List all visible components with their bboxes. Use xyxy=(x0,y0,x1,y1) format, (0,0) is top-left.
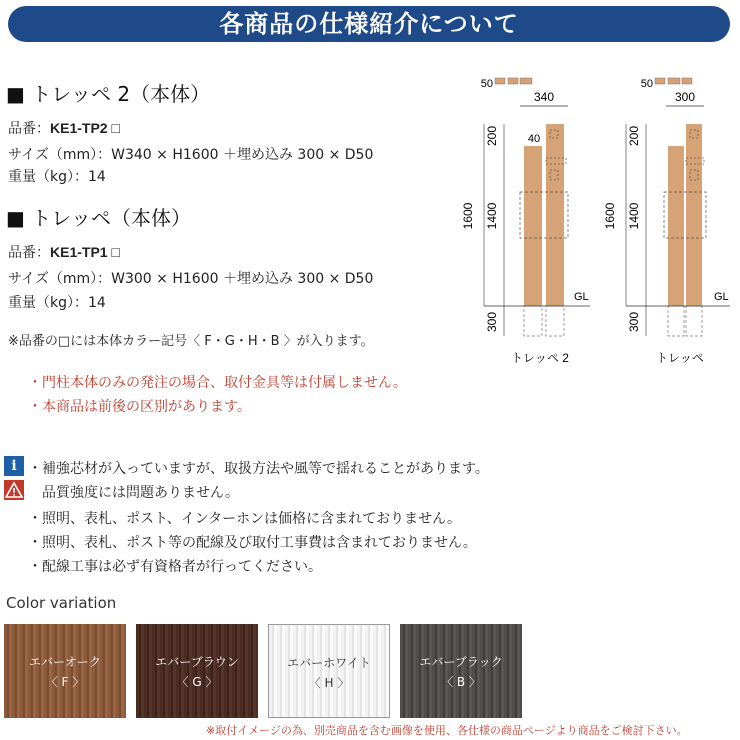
tp1-height-label: 1600 xyxy=(603,202,617,230)
tp1-heading: ■ トレッペ（本体） xyxy=(6,206,192,230)
tp2-caption: トレッペ 2 xyxy=(511,351,569,365)
tp1-diagram xyxy=(603,78,730,365)
tp2-gap-label: 40 xyxy=(527,133,541,145)
tp1-post-right xyxy=(686,124,702,306)
swatch-ever-brown xyxy=(136,624,258,718)
bullet-5: ・配線工事は必ず有資格者が行ってください。 xyxy=(28,559,322,575)
tp1-top-label: 200 xyxy=(627,125,641,147)
tp1-size: サイズ（mm）：W300 × H1600 ＋埋め込み 300 × D50 xyxy=(8,271,374,287)
tp1-caption: トレッペ xyxy=(656,351,704,365)
tp2-depth-label: 50 xyxy=(480,78,493,90)
tp2-height-label: 1600 xyxy=(461,202,475,230)
swatch-name: エバーブラック xyxy=(419,655,503,669)
tp2-embed-label: 300 xyxy=(485,311,499,333)
swatch-name: エバーブラウン xyxy=(155,655,239,669)
tp2-heading: ■ トレッペ 2（本体） xyxy=(6,82,211,106)
tp2-post-right xyxy=(546,124,564,306)
tp2-post-left xyxy=(524,146,542,306)
tp2-gl-label: GL xyxy=(574,291,589,303)
swatch-code: 〈 H 〉 xyxy=(308,676,350,690)
tp2-top-label: 200 xyxy=(485,125,499,147)
tp1-top-view xyxy=(655,78,665,84)
warning-icon xyxy=(4,480,24,500)
swatch-ever-oak xyxy=(4,624,126,718)
tp2-width-label: 340 xyxy=(533,90,555,104)
swatch-ever-white xyxy=(268,624,390,718)
bullet-3: ・照明、表札、ポスト、インターホンは価格に含まれておりません。 xyxy=(28,511,462,527)
tp1-gl-label: GL xyxy=(714,291,729,303)
tp2-weight: 重量（kg）：14 xyxy=(8,169,106,185)
tp2-code: 品番：KE1-TP2 □ xyxy=(8,120,120,137)
tp2-diagram xyxy=(461,78,590,365)
red-note-2: ・本商品は前後の区別があります。 xyxy=(28,399,251,415)
tp2-mid-label: 1400 xyxy=(485,202,499,230)
tp2-size: サイズ（mm）：W340 × H1600 ＋埋め込み 300 × D50 xyxy=(8,147,374,163)
swatch-code: 〈 B 〉 xyxy=(441,675,481,689)
tp2-top-view xyxy=(495,78,505,84)
info-icon: i xyxy=(4,456,24,476)
tp1-embed-label: 300 xyxy=(627,311,641,333)
red-note-1: ・門柱本体のみの発注の場合、取付金具等は付属しません。 xyxy=(28,375,407,391)
bullet-1: ・補強芯材が入っていますが、取扱方法や風等で揺れることがあります。 xyxy=(28,461,489,477)
swatch-code: 〈 G 〉 xyxy=(176,675,218,689)
swatch-code: 〈 F 〉 xyxy=(45,675,85,689)
tp1-weight: 重量（kg）：14 xyxy=(8,295,106,311)
swatch-ever-black xyxy=(400,624,522,718)
page-banner: 各商品の仕様紹介について xyxy=(8,6,730,42)
tp1-code: 品番：KE1-TP1 □ xyxy=(8,244,120,261)
dimension-diagram xyxy=(450,66,740,376)
bullet-4: ・照明、表札、ポスト等の配線及び取付工事費は含まれておりません。 xyxy=(28,535,477,551)
color-code-note: ※品番の□には本体カラー記号〈 F・G・H・B 〉が入ります。 xyxy=(8,334,374,349)
swatch-name: エバーホワイト xyxy=(287,656,371,670)
tp1-post-left xyxy=(668,146,684,306)
tp1-mid-label: 1400 xyxy=(627,202,641,230)
tp1-depth-label: 50 xyxy=(640,78,653,90)
swatch-name: エバーオーク xyxy=(29,655,101,669)
bullet-2: 品質強度には問題ありません。 xyxy=(28,485,239,501)
footer-note: ※取付イメージの為、別売商品を含む画像を使用、各仕様の商品ページより商品をご検討下さい。 xyxy=(206,724,688,737)
tp1-width-label: 300 xyxy=(674,90,696,104)
color-variation-title: Color variation xyxy=(6,594,117,612)
